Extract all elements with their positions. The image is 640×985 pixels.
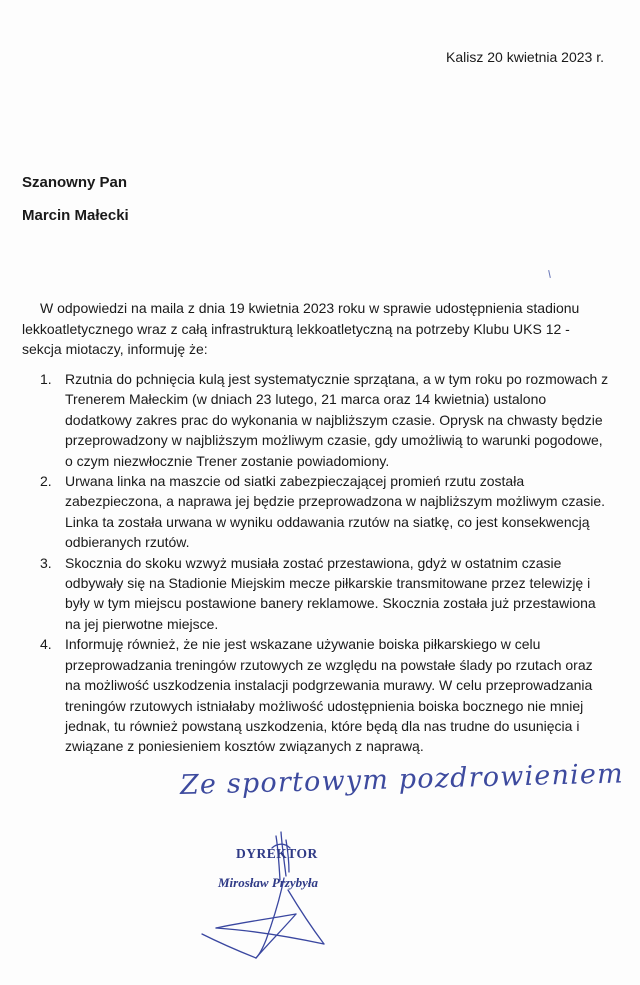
list-item-text: Urwana linka na maszcie od siatki zabezpieczającej promień rzutu została zabezpieczona, a naprawa jej będzie przeprowadzona w najbliższym możliwym czasie. Linka ta została urwana w wyniku oddawania rzutów na siatkę, co jest konsekwencją odbieranych rzutów. [65,473,606,551]
list-item-number: 2. [40,473,52,490]
stamp-title: DYREKTOR [236,846,318,861]
list-item-text: Skocznia do skoku wzwyż musiała zostać przestawiona, gdyż w ostatnim czasie odbywały się na Stadionie Miejskim mecze piłkarskie transmitowane przez telewizję i były w tym miejscu postawione banery reklamowe. Skocznia została już przestawiona na jej pierwotne miejsce. [65,554,596,632]
addressee-salutation: Szanowny Pan [22,174,128,191]
list-item [22,471,610,553]
list-item-number: 1. [40,371,52,387]
list-item [22,634,610,756]
points-list [22,369,610,757]
stamp-name: Mirosław Przybyła [218,875,319,890]
list-item [22,553,610,635]
list-item-number: 4. [40,636,52,653]
addressee-name: Marcin Małecki [22,207,129,224]
intro-paragraph: W odpowiedzi na maila z dnia 19 kwietnia 2023 roku w sprawie udostępnienia stadionu lekkoatletycznego wraz z całą infrastrukturą lekkoatletyczną na potrzeby Klubu UKS 12 - sekcja miotaczy, informuję że: [22,300,580,357]
list-item-number: 3. [40,554,52,571]
list-item-text: Rzutnia do pchnięcia kulą jest systematycznie sprzątana, a w tym roku po rozmowach z Trenerem Małeckim (w dniach 23 lutego, 21 marca oraz 14 kwietnia) ustalono dodatkowy zakres prac do wykonania w najbliższym czasie. Oprysk na chwasty będzie przeprowadzony w najbliższym możliwym czasie, gdy umożliwią to warunki pogodowe, o czym niezwłocznie Trener zostanie powiadomiony. [65,371,609,469]
ink-mark [548,270,551,278]
handwritten-closing: Ze sportowym pozdrowieniem [179,758,625,801]
list-item-text: Informuję również, że nie jest wskazane używanie boiska piłkarskiego w celu przeprowadzania treningów rzutowych ze względu na powstałe ślady po rzutach oraz na możliwość uszkodzenia instalacji podgrzewania murawy. W celu przeprowadzania treningów rzutowych istniałaby możliwość udostępnienia boiska bocznego nie mniej jednak, tu również powstaną uszkodzenia, które będą dla nas trudne do usunięcia i związane z poniesieniem kosztów związanych z naprawą. [65,636,593,755]
list-item [22,369,610,471]
letter-date: Kalisz 20 kwietnia 2023 r. [446,49,604,65]
